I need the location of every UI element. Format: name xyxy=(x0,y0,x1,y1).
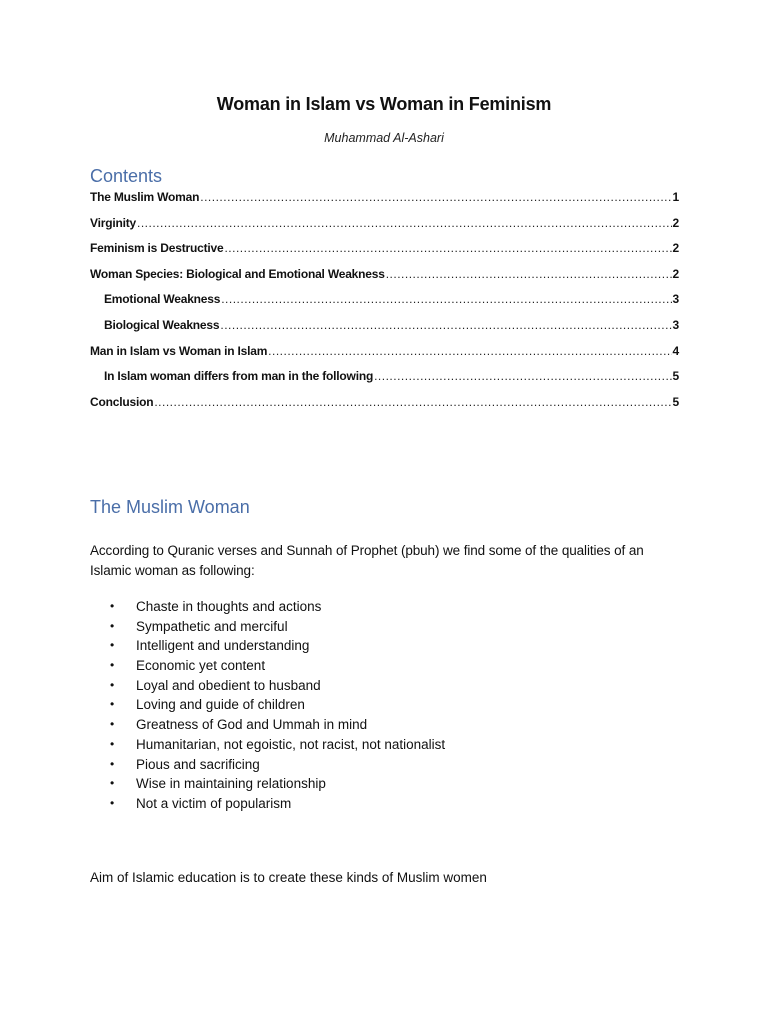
list-item-text: Chaste in thoughts and actions xyxy=(136,599,322,614)
list-item xyxy=(110,597,445,617)
list-item-text: Not a victim of popularism xyxy=(136,795,292,811)
bullet-icon: • xyxy=(110,638,115,653)
list-item-text: Sympathetic and merciful xyxy=(136,618,288,634)
toc-entry-label: In Islam woman differs from man in the following xyxy=(104,369,374,384)
bullet-icon: • xyxy=(110,736,115,751)
list-item xyxy=(110,715,445,735)
bullet-icon: • xyxy=(110,697,115,712)
toc-leader-dots xyxy=(200,190,671,204)
toc-entry-emotional-weakness[interactable] xyxy=(90,292,679,318)
bullet-icon: • xyxy=(110,717,115,732)
toc-entry-biological-weakness[interactable] xyxy=(90,318,679,344)
list-item-text: Pious and sacrificing xyxy=(136,756,260,772)
toc-entry-label: Virginity xyxy=(90,215,136,230)
document-author: Muhammad Al-Ashari xyxy=(324,131,444,145)
intro-paragraph: According to Quranic verses and Sunnah of Prophet (pbuh) we find some of the qualities of an Islamic woman as following: xyxy=(90,543,644,578)
bullet-icon: • xyxy=(110,618,115,633)
list-item-text: Humanitarian, not egoistic, not racist, not nationalist xyxy=(136,736,446,752)
closing-statement: Aim of Islamic education is to create these kinds of Muslim women xyxy=(90,870,487,885)
toc-entry-label: Man in Islam vs Woman in Islam xyxy=(90,343,268,358)
list-item-text: Wise in maintaining relationship xyxy=(136,776,326,792)
list-item-text: Loyal and obedient to husband xyxy=(136,677,321,693)
bullet-icon: • xyxy=(110,658,115,673)
toc-leader-dots xyxy=(374,369,671,383)
toc-leader-dots xyxy=(220,318,671,332)
toc-entry-page: 3 xyxy=(672,292,679,307)
toc-entry-label: Emotional Weakness xyxy=(104,292,221,307)
list-item xyxy=(110,656,445,676)
toc-entry-label: Woman Species: Biological and Emotional Weakness xyxy=(90,266,385,281)
toc-leader-dots xyxy=(221,292,671,306)
toc-entry-man-vs-woman-in-islam[interactable] xyxy=(90,344,679,370)
bullet-icon: • xyxy=(110,776,115,791)
list-item xyxy=(110,735,445,755)
document-title: Woman in Islam vs Woman in Feminism xyxy=(216,94,552,114)
toc-entry-virginity[interactable] xyxy=(90,216,679,242)
toc-heading: Contents xyxy=(90,166,163,186)
toc-entry-label: Conclusion xyxy=(90,394,154,409)
toc-entry-label: Feminism is Destructive xyxy=(90,241,224,256)
bullet-icon: • xyxy=(110,677,115,692)
table-of-contents xyxy=(90,190,679,420)
bullet-icon: • xyxy=(110,756,115,771)
toc-leader-dots xyxy=(386,267,672,281)
toc-entry-the-muslim-woman[interactable] xyxy=(90,190,679,216)
list-item xyxy=(110,794,445,814)
toc-leader-dots xyxy=(224,241,671,255)
list-item-text: Loving and guide of children xyxy=(136,697,305,713)
toc-entry-woman-differs-from-man[interactable] xyxy=(90,369,679,395)
toc-entry-page: 4 xyxy=(672,343,679,358)
list-item xyxy=(110,774,445,794)
qualities-list xyxy=(110,597,445,814)
toc-entry-label: The Muslim Woman xyxy=(90,190,200,204)
toc-leader-dots xyxy=(268,344,671,358)
bullet-icon: • xyxy=(110,599,115,613)
toc-entry-conclusion[interactable] xyxy=(90,395,679,421)
toc-entry-page: 5 xyxy=(672,369,679,384)
toc-entry-page: 5 xyxy=(672,394,679,409)
toc-entry-page: 2 xyxy=(672,215,679,230)
toc-entry-label: Biological Weakness xyxy=(104,317,220,332)
toc-entry-page: 2 xyxy=(672,266,679,281)
list-item xyxy=(110,676,445,696)
list-item xyxy=(110,636,445,656)
list-item xyxy=(110,755,445,775)
list-item-text: Intelligent and understanding xyxy=(136,638,310,654)
list-item-text: Greatness of God and Ummah in mind xyxy=(136,717,368,733)
toc-leader-dots xyxy=(137,216,672,230)
toc-entry-page: 2 xyxy=(672,241,679,256)
toc-leader-dots xyxy=(154,395,671,409)
toc-entry-feminism-is-destructive[interactable] xyxy=(90,241,679,267)
toc-entry-page: 1 xyxy=(672,190,679,204)
list-item xyxy=(110,617,445,637)
toc-entry-page: 3 xyxy=(672,317,679,332)
list-item xyxy=(110,695,445,715)
bullet-icon: • xyxy=(110,795,115,810)
list-item-text: Economic yet content xyxy=(136,658,266,674)
toc-entry-woman-species[interactable] xyxy=(90,267,679,293)
section-heading: The Muslim Woman xyxy=(90,497,250,517)
